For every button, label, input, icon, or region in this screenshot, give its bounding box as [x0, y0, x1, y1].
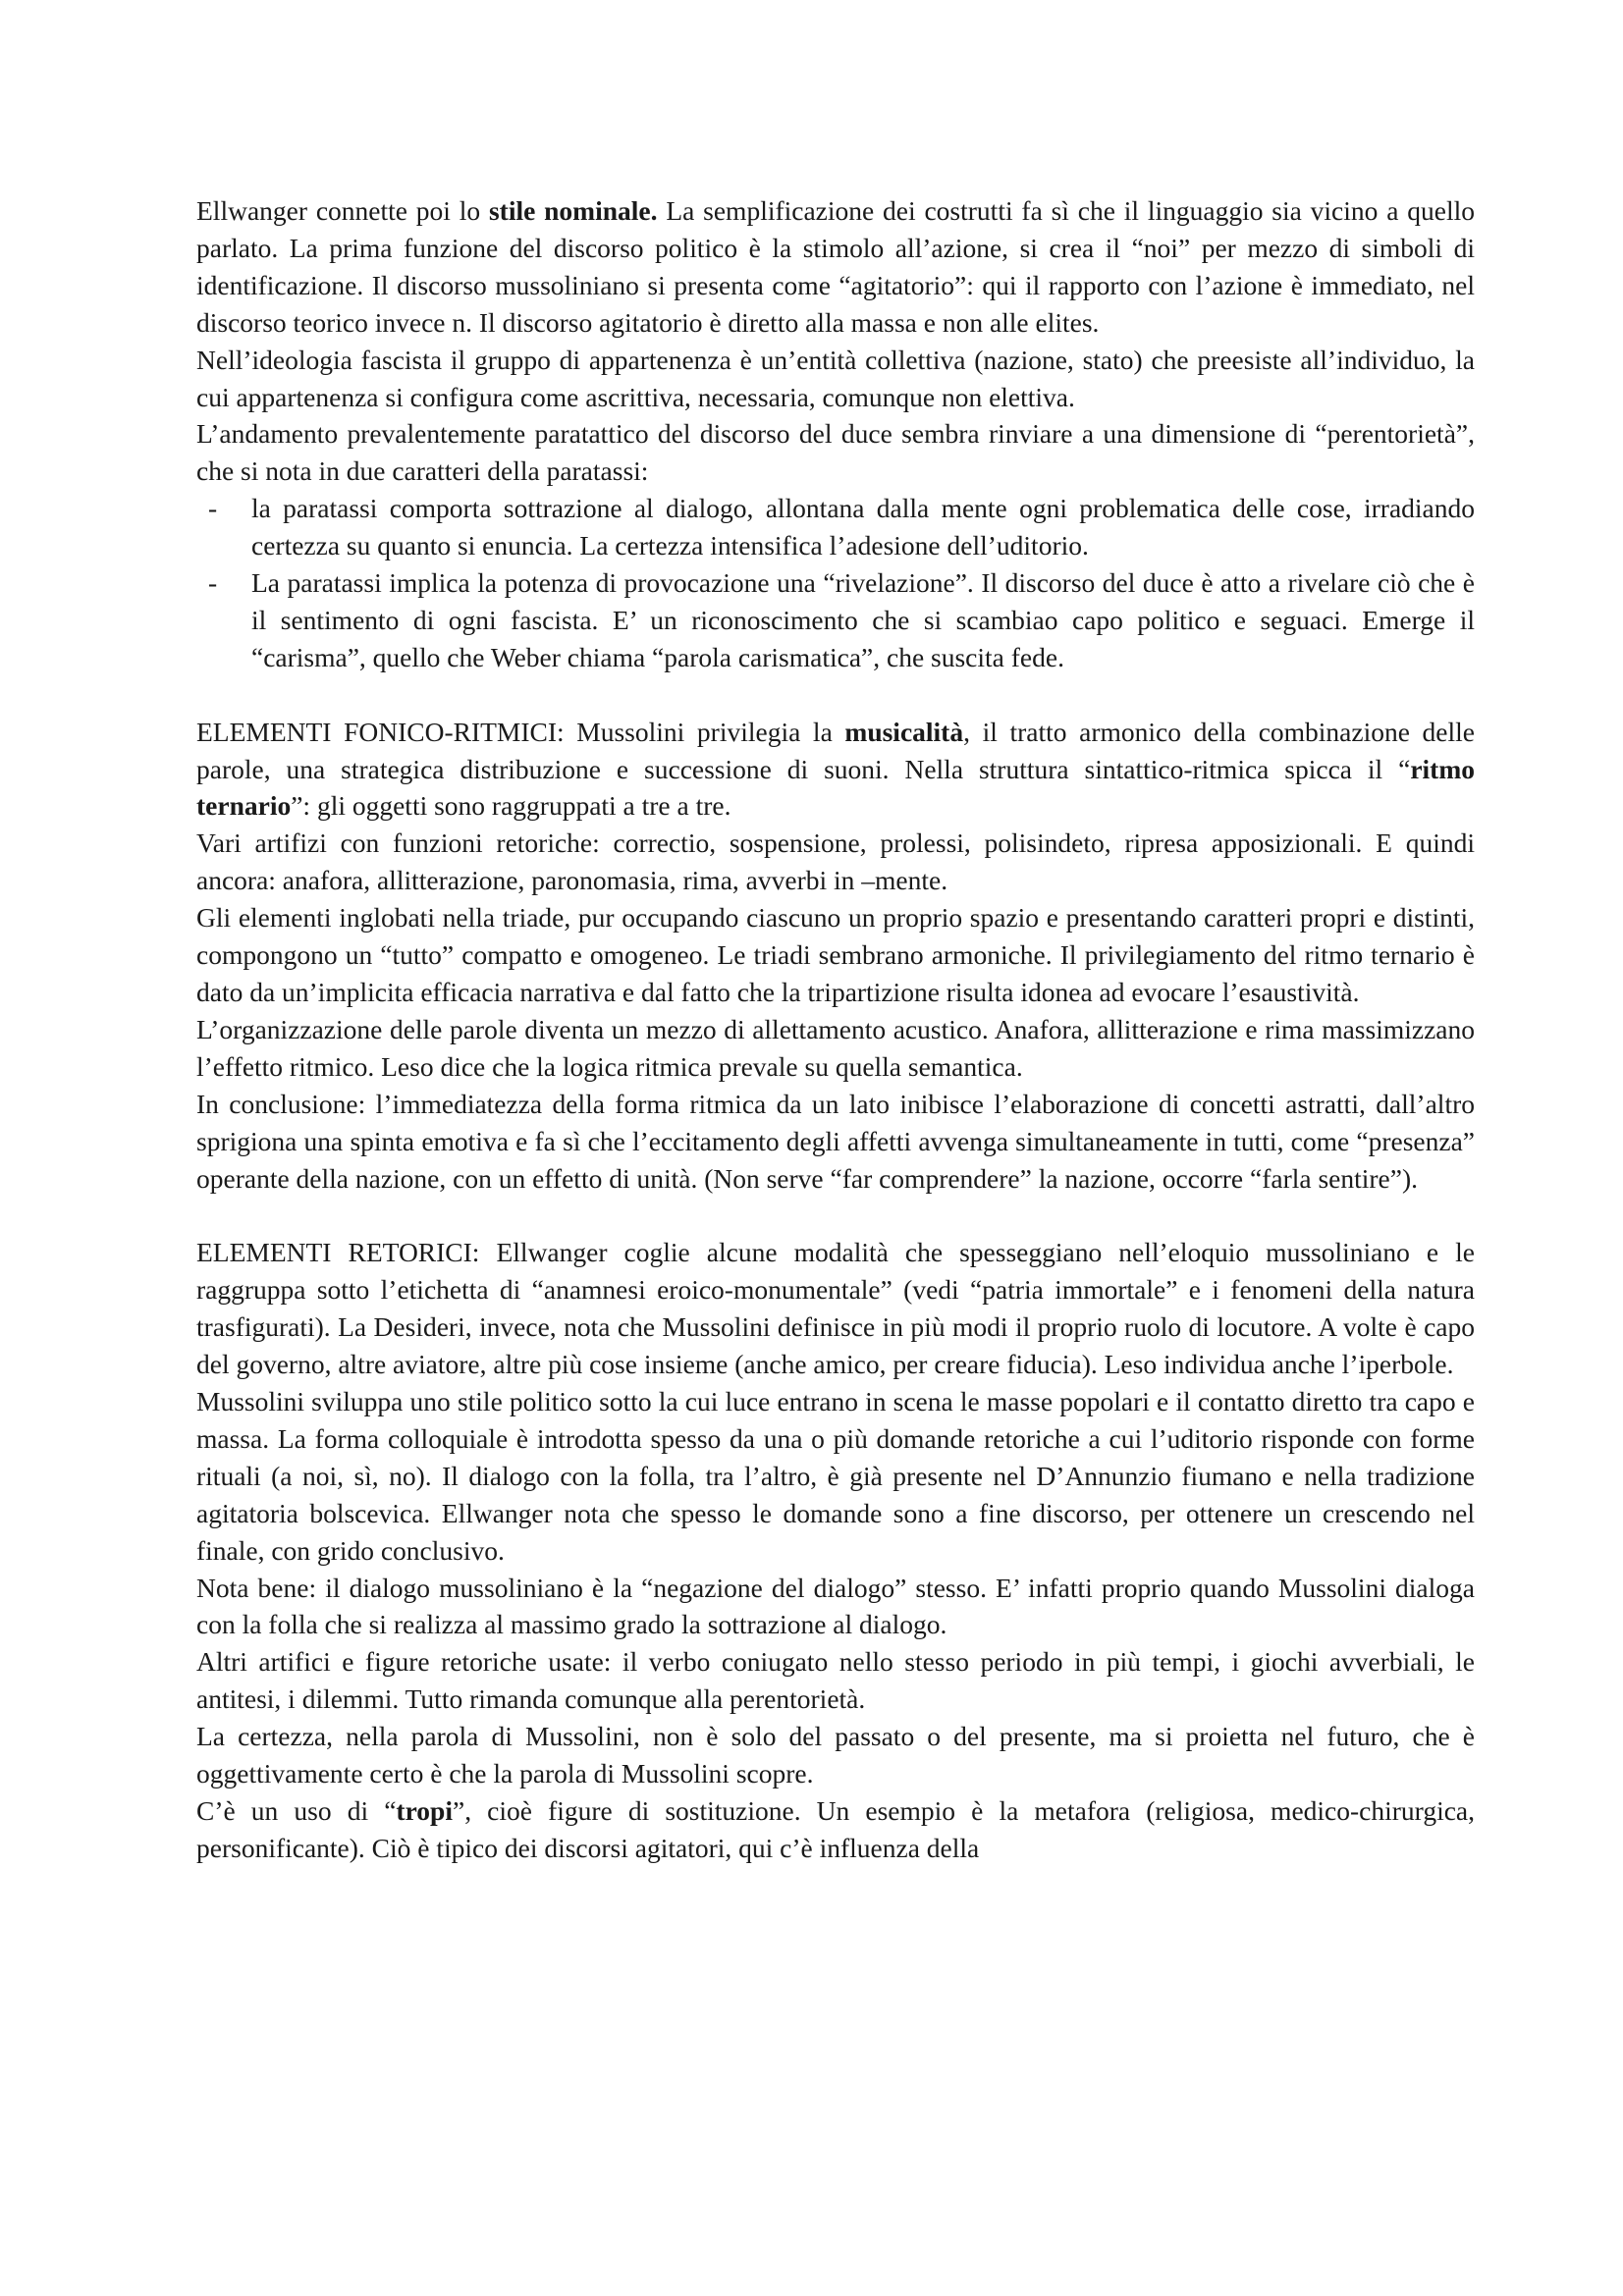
bold-term: tropi: [396, 1794, 453, 1826]
paragraph-conclusione: In conclusione: l’immediatezza della forma ritmica da un lato inibisce l’elaborazione di concetti astratti, dall’altro sprigiona una spinta emotiva e fa sì che l’eccitamento degli affetti avvenga simultaneamente in tutti, come “presenza” operante della nazione, con un effetto di unità. (Non serve “far comprendere” la nazione, occorre “farla sentire”).: [196, 1088, 1475, 1194]
paragraph-stile-nominale: [196, 192, 1475, 342]
text-span: C’è un uso di “: [196, 1794, 397, 1826]
paragraph-tropi: [196, 1792, 1475, 1867]
paragraph-nota-bene: Nota bene: il dialogo mussoliniano è la “negazione del dialogo” stesso. E’ infatti proprio quando Mussolini dialoga con la folla che si realizza al massimo grado la sottrazione al dialogo.: [196, 1572, 1475, 1640]
list-item-text: La paratassi implica la potenza di provocazione una “rivelazione”. Il discorso del duce è atto a rivelare ciò che è il sentimento di ogni fascista. E’ un riconoscimento che si scambiao capo politico e seguaci. Emerge il “carisma”, quello che Weber chiama “parola carismatica”, che suscita fede.: [251, 567, 1475, 672]
paragraph-allettamento: L’organizzazione delle parole diventa un mezzo di allettamento acustico. Anafora, allitterazione e rima massimizzano l’effetto ritmico. Leso dice che la logica ritmica prevale su quella semantica.: [196, 1013, 1475, 1082]
list-item: [196, 490, 1475, 564]
paragraph-artifizi: Vari artifizi con funzioni retoriche: correctio, sospensione, prolessi, polisindeto, ripresa apposizionali. E quindi ancora: anafora, allitterazione, paronomasia, rima, avverbi in –mente.: [196, 828, 1475, 896]
list-item: [196, 564, 1475, 676]
paragraph-triade: Gli elementi inglobati nella triade, pur occupando ciascuno un proprio spazio e presentando caratteri propri e distinti, compongono un “tutto” compatto e omogeneo. Le triadi sembrano armoniche. Il privilegiamento del ritmo ternario è dato da un’implicita efficacia narrativa e dal fatto che la tripartizione risulta idonea ad evocare l’esaustività.: [196, 902, 1475, 1008]
dash-bullet: -: [208, 493, 218, 524]
text-span: Ellwanger connette poi lo: [196, 195, 489, 226]
paragraph-stile-politico: Mussolini sviluppa uno stile politico sotto la cui luce entrano in scena le masse popolari e il contatto diretto tra capo e massa. La forma colloquiale è introdotta spesso da una o più domande retoriche a cui l’uditorio risponde con forme rituali (a noi, sì, no). Il dialogo con la folla, tra l’altro, è già presente nel D’Annunzio fiumano e nella tradizione agitatoria bolscevica. Ellwanger nota che spesso le domande sono a fine discorso, per ottenere un crescendo nel finale, con grido conclusivo.: [196, 1385, 1475, 1566]
text-span: La semplificazione dei costrutti fa sì che il linguaggio sia vicino a quello parlato. La prima funzione del discorso politico è la stimolo all’azione, si crea il “noi” per mezzo di simboli di identificazione. Il discorso mussoliniano si presenta come “agitatorio”: qui il rapporto con l’azione è immediato, nel discorso teorico invece n. Il discorso agitatorio è diretto alla massa e non alle elites.: [196, 195, 1475, 338]
paragraph-elementi-fonico-ritmici: [196, 714, 1475, 826]
paragraph-certezza: La certezza, nella parola di Mussolini, non è solo del passato o del presente, ma si proietta nel futuro, che è oggettivamente certo è che la parola di Mussolini scopre.: [196, 1721, 1475, 1789]
document-body: [196, 192, 1475, 1867]
bold-term: musicalità: [844, 716, 964, 747]
list-item-text: la paratassi comporta sottrazione al dialogo, allontana dalla mente ogni problematica delle cose, irradiando certezza su quanto si enuncia. La certezza intensifica l’adesione dell’uditorio.: [251, 493, 1475, 561]
text-span: , il tratto armonico della combinazione delle parole, una strategica distribuzione e successione di suoni. Nella struttura sintattico-ritmica spicca il “: [196, 716, 1476, 784]
paragraph-altri-artifici: Altri artifici e figure retoriche usate: il verbo coniugato nello stesso periodo in più tempi, i giochi avverbiali, le antitesi, i dilemmi. Tutto rimanda comunque alla perentorietà.: [196, 1646, 1475, 1715]
paragraph-elementi-retorici: ELEMENTI RETORICI: Ellwanger coglie alcune modalità che spesseggiano nell’eloquio mussoliniano e le raggruppa sotto l’etichetta di “anamnesi eroico-monumentale” (vedi “patria immortale” e i fenomeni della natura trasfigurati). La Desideri, invece, nota che Mussolini definisce in più modi il proprio ruolo di locutore. A volte è capo del governo, altre aviatore, altre più cose insieme (anche amico, per creare fiducia). Leso individua anche l’iperbole.: [196, 1237, 1475, 1380]
text-span: ”: gli oggetti sono raggruppati a tre a tre.: [291, 790, 731, 822]
section-spacer: [196, 1197, 1475, 1234]
bold-term: stile nominale.: [488, 195, 658, 226]
dash-bullet: -: [208, 567, 218, 599]
paragraph-ideologia: Nell’ideologia fascista il gruppo di appartenenza è un’entità collettiva (nazione, stato) che preesiste all’individuo, la cui appartenenza si configura come ascrittiva, necessaria, comunque non elettiva.: [196, 344, 1475, 412]
section-spacer: [196, 676, 1475, 714]
text-span: ”, cioè figure di sostituzione. Un esempio è la metafora (religiosa, medico-chirurgica, personificante). Ciò è tipico dei discorsi agitatori, qui c’è influenza della: [196, 1794, 1475, 1863]
paratassi-list: [196, 490, 1475, 676]
bold-term: ritmo ternario: [196, 753, 1475, 822]
text-span: ELEMENTI FONICO-RITMICI: Mussolini privilegia la: [196, 716, 845, 747]
paragraph-paratassi: L’andamento prevalentemente paratattico del discorso del duce sembra rinviare a una dimensione di “perentorietà”, che si nota in due caratteri della paratassi:: [196, 418, 1475, 487]
